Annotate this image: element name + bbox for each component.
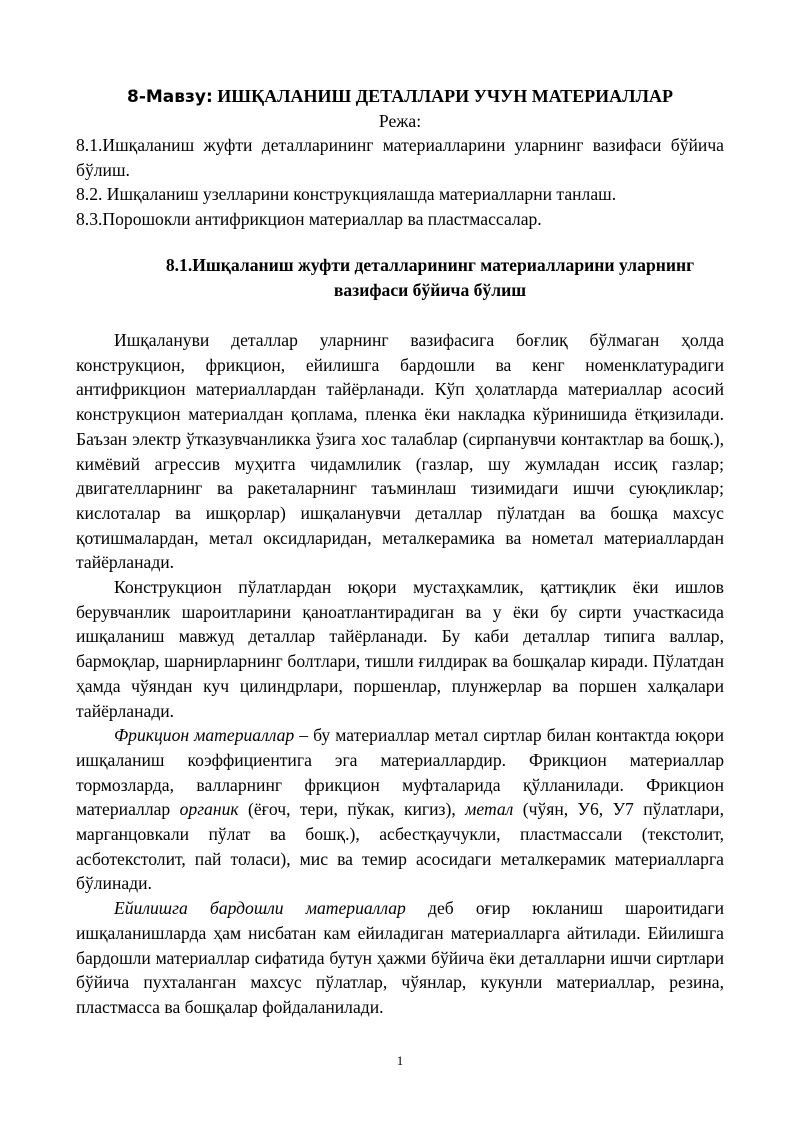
- paragraph-3: [76, 723, 724, 896]
- term-metal: метал: [465, 799, 514, 820]
- term-friction-materials: Фрикцион материаллар: [114, 725, 295, 746]
- paragraph-1: Ишқалануви деталлар уларнинг вазифасига боғлиқ бўлмаган ҳолда конструкцион, фрикцион, ейилишга бардошли ва кенг номенклатурадиги антифрикцион материаллардан тайёрланади. Кўп ҳолатларда материаллар асосий конструкцион материалдан қоплама, пленка ёки накладка кўринишида ётқизилади. Баъзан электр ўтказувчанликка ўзига хос талаблар (сирпанувчи контактлар ва бошқ.), кимёвий агрессив муҳитга чидамлилик (газлар, шу жумладан иссиқ газлар; двигателларнинг ва ракеталарнинг таъминлаш тизимидаги ишчи суюқликлар; кислоталар ва ишқорлар) ишқаланувчи деталлар пўлатдан ва бошқа махсус қотишмалардан, метал оксидларидан, металкерамика ва нометал материаллардан тайёрланади.: [76, 330, 724, 573]
- plan-item-3: 8.3.Порошокли антифрикцион материаллар ва пластмассалар.: [76, 208, 542, 229]
- paragraph-4: [76, 896, 724, 1020]
- plan-item-2: 8.2. Ишқаланиш узелларини конструкциялашда материалларни танлаш.: [76, 184, 617, 204]
- section-heading-line-2: вазифаси бўйича бўлиш: [333, 280, 527, 300]
- document-page: [76, 84, 724, 1020]
- term-wear-resistant-materials: Ейилишга бардошли материаллар: [114, 898, 406, 919]
- paragraph-3-text-b: (ёғоч, тери, пўкак, кигиз),: [238, 799, 466, 820]
- plan-item-1: 8.1.Ишқаланиш жуфти деталларининг материалларини уларнинг вазифаси бўйича бўлиш.: [76, 135, 724, 180]
- page-number: 1: [396, 1053, 404, 1068]
- lecture-title-main: ИШҚАЛАНИШ ДЕТАЛЛАРИ УЧУН МАТЕРИАЛЛАР: [212, 86, 673, 106]
- paragraph-3-text-a: – бу материаллар метал сиртлар билан контактда юқори ишқаланиш коэффициентига эга материаллардир. Фрикцион материаллар тормозларда, валларнинг фрикцион муфталарида қўлланилади. Фрикцион материаллар: [76, 725, 724, 820]
- paragraph-2: Конструкцион пўлатлардан юқори мустаҳкамлик, қаттиқлик ёки ишлов берувчанлик шароитларини қаноатлантирадиган ва у ёки бу сирти участкасида ишқаланиш мавжуд деталлар тайёрланади. Бу каби деталлар типига валлар, бармоқлар, шарнирларнинг болтлари, тишли ғилдирак ва бошқалар киради. Пўлатдан ҳамда чўяндан куч цилиндрлари, поршенлар, плунжерлар ва поршен халқалари тайёрланади.: [76, 577, 724, 721]
- section-heading-line-1: 8.1.Ишқаланиш жуфти деталларининг материалларини уларнинг: [165, 255, 695, 275]
- paragraph-4-text: деб оғир юкланиш шароитидаги ишқаланишларда ҳам нисбатан кам ейиладиган материалларга айтилади. Ейилишга бардошли материаллар сифатида бутун ҳажми бўйича ёки деталларни ишчи сиртлари бўйича пухталанган махсус пўлатлар, чўянлар, кукунли материаллар, резина, пластмасса ва бошқалар фойдаланилади.: [76, 898, 724, 1017]
- plan-label: Режа:: [378, 111, 422, 131]
- lecture-title-prefix: 8-Мавзу:: [127, 87, 213, 107]
- paragraph-3-text-c: (чўян, У6, У7 пўлатлари, марганцовкали пўлат ва бошқ.), асбестқаучукли, пластмассали (текстолит, асботекстолит, пай толаси), мис ва темир асосидаги металкерамик материалларга бўлинади.: [76, 799, 724, 894]
- term-organic: органик: [179, 799, 239, 820]
- section-heading: [76, 253, 724, 303]
- plan-list: [76, 133, 724, 231]
- lecture-title: [76, 84, 724, 109]
